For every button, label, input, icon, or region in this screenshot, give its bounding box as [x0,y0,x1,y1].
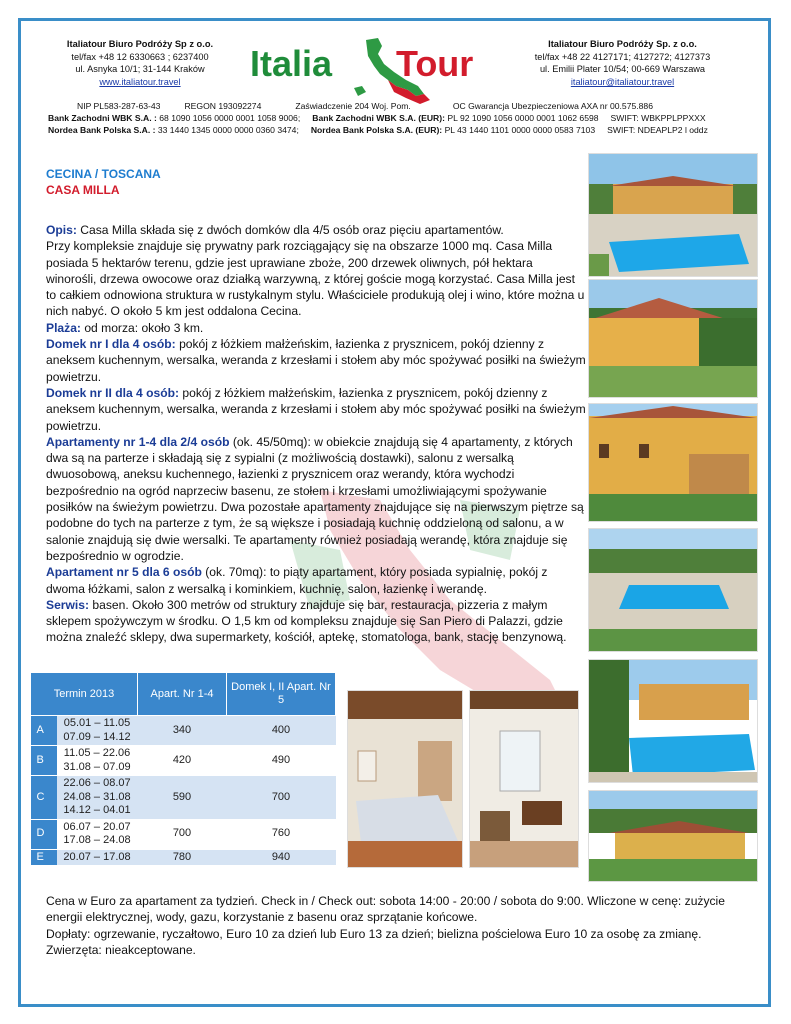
price-row [31,716,336,746]
season-label: A [31,716,57,746]
apartments-label: Apartamenty nr 1-4 dla 2/4 osób [46,434,230,449]
apartment5-label: Apartament nr 5 dla 6 osób [46,565,202,580]
price-row [31,819,336,849]
bank-label-eur: Bank Zachodni WBK S.A. (EUR): [312,113,445,123]
price-apartment: 700 [138,819,227,849]
price-row [31,776,336,820]
photo-bedroom [347,690,463,868]
price-apartment: 340 [138,716,227,746]
season-dates: 20.07 – 17.08 [57,849,138,866]
certificate: Zaświadczenie 204 Woj. Pom. [295,101,411,111]
plaza-paragraph [46,320,586,336]
season-label: C [31,776,57,820]
park-paragraph: Przy kompleksie znajduje się prywatny park rozciągający się na obszarze 1000 mq. Casa Milla posiada 5 hektarów terenu, gdzie jest uprawiane zboże, 200 drzewek oliwnych, pół hektara winorośli, drzewa owocowe oraz działką warzywną, z której goście mogą korzystać. Casa Milla jest to całkiem odnowiona struktura w rustykalnym stylu. Właściciele produkują olej i wino, które można u nich nabyć. O około 5 km jest oddalona Cecina. [46,239,585,319]
description [46,222,586,646]
region-toscana: TOSCANA [101,167,161,181]
opis-paragraph [46,222,586,238]
region-cecina: CECINA [46,167,92,181]
apartment5-text: to piąty apartament, który posiada sypialnię, pokój z dwoma łóżkami, salon z wersalką i kominkiem, kuchnię, salon, łazienkę i werandę. [46,565,548,596]
photo-pool [588,528,758,652]
bank-account-eur: PL 92 1090 1056 0000 0001 1062 6598 [447,113,599,123]
serwis-paragraph [46,597,586,646]
header-left-office [40,38,240,88]
plaza-label: Plaża: [46,320,81,335]
price-domek: 940 [227,849,336,866]
bank-account: 68 1090 1056 0000 0001 1058 9006; [159,113,301,123]
logo-word-italia: Italia [250,43,333,84]
region-separator: / [91,167,102,181]
price-table-header [31,673,336,716]
swift-code: SWIFT: WBKPPLPPXXX [610,113,706,123]
footer-notes [46,893,746,959]
bank-label: Bank Zachodni WBK S.A. : [48,113,157,123]
apartments-paragraph [46,434,586,564]
price-domek: 700 [227,776,336,820]
email-link[interactable]: italiatour@italiatour.travel [570,76,675,87]
photo-pool-terrace [588,659,758,783]
property-name: CASA MILLA [46,183,120,197]
season-label: E [31,849,57,866]
website-link[interactable]: www.italiatour.travel [99,76,181,87]
domek2-label: Domek nr II dla 4 osób: [46,385,180,400]
domek1-text: pokój z łóżkiem małżeńskim, łazienka z prysznicem, pokój dzienny z aneksem kuchennym, wersalka, weranda z krzesłami i stołem aby móc spożywać posiłki na świeżym powietrzu. [46,337,586,384]
price-domek: 400 [227,716,336,746]
photo-pool-house [588,153,758,277]
season-label: D [31,819,57,849]
season-dates: 05.01 – 11.05 07.09 – 14.12 [57,716,138,746]
header-domek: Domek I, II Apart. Nr 5 [227,673,336,716]
season-dates: 22.06 – 08.07 24.08 – 31.08 14.12 – 04.01 [57,776,138,820]
domek2-text: pokój z łóżkiem małżeńskim, łazienka z prysznicem, pokój dzienny z aneksem kuchennym, wersalka, weranda z krzesłami i stołem aby móc spożywać posiłki na świeżym powietrzu. [46,385,586,433]
bank-account-eur: PL 43 1440 1101 0000 0000 0583 7103 [444,125,596,135]
price-apartment: 590 [138,776,227,820]
address: ul. Asnyka 10/1; 31-144 Kraków [75,64,205,75]
domek2-paragraph [46,385,586,434]
photo-house-1 [588,279,758,398]
phone-fax: tel/fax +48 22 4127171; 4127272; 4127373 [534,51,711,62]
swift-code: SWIFT: NDEAPLP2 l oddz [607,125,708,135]
header-right-office [520,38,725,88]
header-termin: Termin 2013 [31,673,138,716]
photo-garden-house [588,790,758,882]
header-apartments: Apart. Nr 1-4 [138,673,227,716]
season-label: B [31,746,57,776]
price-apartment: 420 [138,746,227,776]
pets-note: Zwierzęta: nieakceptowane. [46,943,196,958]
photo-house-2 [588,403,758,522]
price-row [31,746,336,776]
price-row [31,849,336,866]
registration-line [22,100,791,112]
apartments-size: (ok. 45/50mq): [229,434,315,449]
price-table [30,672,336,866]
price-domek: 490 [227,746,336,776]
plaza-text: od morza: około 3 km. [80,320,204,335]
price-apartment: 780 [138,849,227,866]
bank-label-eur: Nordea Bank Polska S.A. (EUR): [310,125,443,135]
apartment5-paragraph [46,564,586,597]
season-dates: 11.05 – 22.06 31.08 – 07.09 [57,746,138,776]
regon: REGON 193092274 [184,101,262,111]
surcharges-note: Dopłaty: ogrzewanie, ryczałtowo, Euro 10 za dzień lub Euro 13 za dzień; bielizna pościelowa Euro 10 za osobę za zmianę. [46,926,702,941]
photo-living-room [469,690,579,868]
bank-label: Nordea Bank Polska S.A. : [48,125,156,135]
company-name: Italiatour Biuro Podróży Sp z o.o. [66,39,214,49]
italia-tour-logo [248,34,520,106]
domek1-paragraph [46,336,586,385]
region-title [46,167,161,181]
bank-account: 33 1440 1345 0000 0000 0360 3474; [157,125,299,135]
opis-text: Casa Milla składa się z dwóch domków dla 4/5 osób oraz pięciu apartamentów. [76,223,504,237]
price-note: Cena w Euro za apartament za tydzień. Check in / Check out: sobota 14:00 - 20:00 / sobota do 9:00. Wliczone w cenę: zużycie energii elektrycznej, wody, gazu, korzystanie z basenu oraz sprzątanie końcowe. [46,894,725,925]
serwis-text: basen. Około 300 metrów od struktury znajduje się bar, restauracja, pizzeria z małym sklepem spożywczym w środku. O 1,5 km od kompleksu znajduje się San Piero di Palazzi, gdzie można znaleźć sklepy, dwa supermarkety, kościół, aptekę, stomatologa, bank, stację benzynową. [46,597,567,645]
serwis-label: Serwis: [46,597,90,612]
opis-label: Opis: [46,223,77,237]
logo-word-tour: Tour [396,43,474,84]
bank-line-2 [22,124,788,136]
apartment5-size: (ok. 70mq): [201,565,270,580]
address: ul. Emilii Plater 10/54; 00-669 Warszawa [539,64,706,75]
phone-fax: tel/fax +48 12 6330663 ; 6237400 [71,51,209,62]
nip: NIP PL583-287-63-43 [77,101,161,111]
bank-line-1 [22,112,788,124]
apartments-text: w obiekcie znajdują się 4 apartamenty, z których dwa są na parterze i składają się z sypialni (z możliwością dostawki), salonu z wersalką dwuosobową, aneksu kuchennego, łazienki z prysznicem oraz werandy, która wychodzi bezpośrednio na ogród naprzeciw basenu, ze stołem i krzesłami umożliwiającymi spożywanie posiłków na świeżym powietrzu. Dwa pozostałe apartamenty znajdujące się na pierwszym piętrze są podobne do tych na parterze z tym, że są większe i posiadają kuchnię oddzieloną od salonu, a w salonie znajdują się dwie wersalki. Te apartamenty również posiadają werandę, która znajduje się bezpośrednio w ogrodzie. [46,434,584,563]
season-dates: 06.07 – 20.07 17.08 – 24.08 [57,819,138,849]
insurance: OC Gwarancja Ubezpieczeniowa AXA nr 00.575.886 [452,101,653,111]
price-domek: 760 [227,819,336,849]
domek1-label: Domek nr I dla 4 osób: [46,337,176,352]
company-name: Italiatour Biuro Podróży Sp. z o.o. [548,39,697,49]
